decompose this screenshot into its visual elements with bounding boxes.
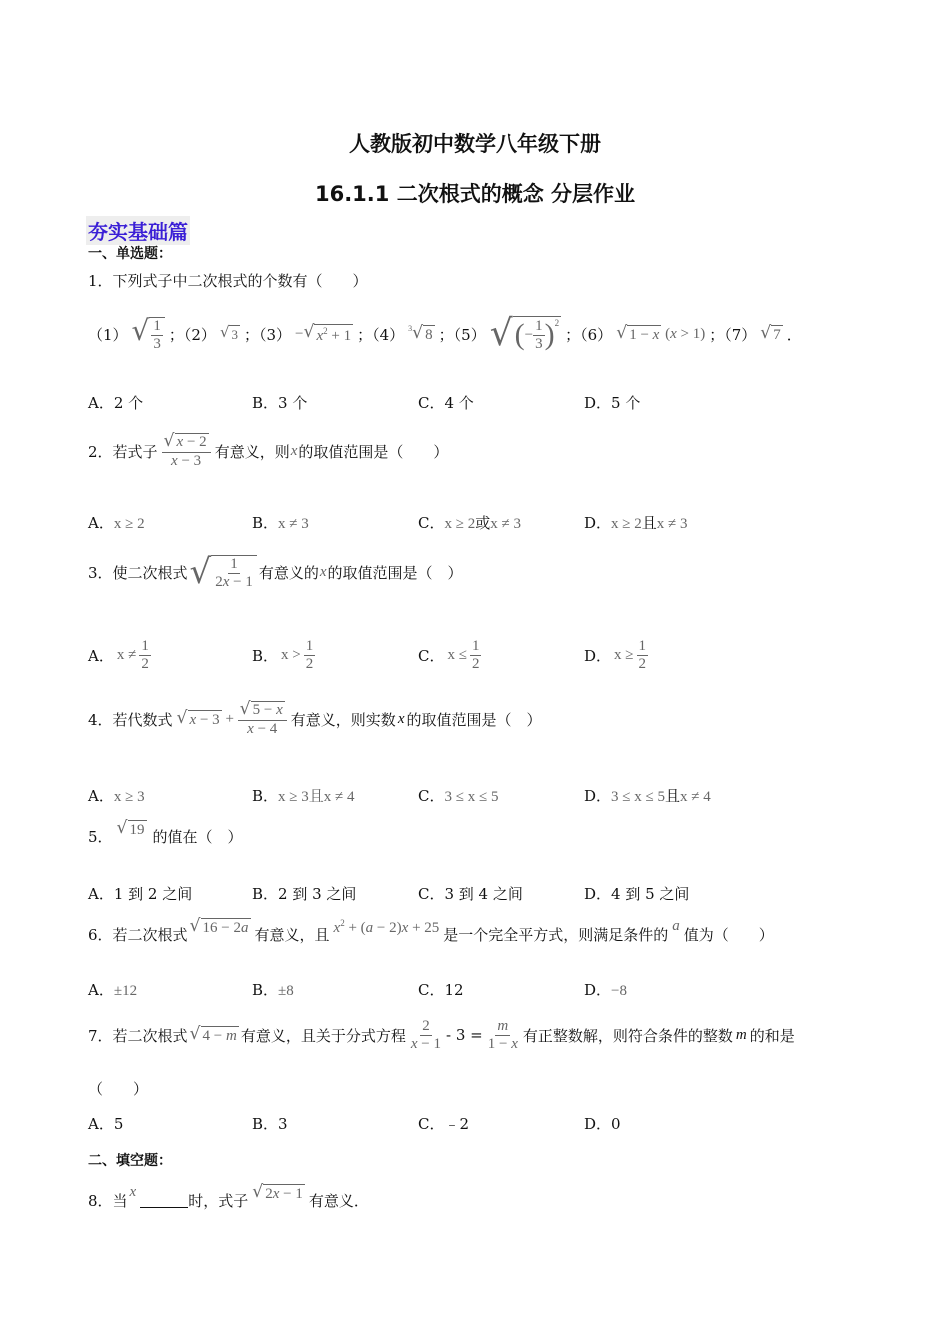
q5-option-c: C．3 到 4 之间 [418,885,523,903]
q1-item-end: ． [786,325,802,344]
q6-stem-end: 值为（ ） [683,925,774,944]
q7-stem-tail: 的和是 [749,1026,795,1045]
q2-expr: √ x − 2 x − 3 [162,433,211,468]
q1-expr-7: √ 7 [760,322,781,343]
q6-expr-1: √ 16 − 2a [189,915,249,936]
q1-option-a: A．2 个 [88,394,144,412]
q3-stem-after: 有意义的 [258,563,319,582]
q4-stem-before: 4．若代数式 [88,710,173,729]
q7-expr-2: $\frac{2}{x - 1}$ [410,1017,442,1052]
q6-stem-var: a [672,917,680,934]
q1-option-d: D．5 个 [584,394,641,412]
q7-option-d: D．0 [584,1115,621,1133]
q3-stem-var: x [319,563,327,580]
q7-stem-var: m [735,1026,747,1043]
q2-stem-var: x [290,442,298,459]
q3-expr: √ $\frac{1}{2x - 1}$ [190,555,257,590]
q1-item-3-label: ；（3） [243,325,292,344]
q7-stem [88,1012,795,1058]
q3-option-a: A． x ≠ $\frac{1}{2}$ [88,637,149,672]
q7-stem-eq: - 3 = [446,1026,483,1044]
q8-expr: √ 2x − 1 [252,1181,303,1202]
q1-items [88,304,802,364]
q1-expr-3: − √ $x^2 + 1$ [295,321,352,344]
q2-stem-before: 2．若式子 [88,442,158,461]
q6-option-d: D．−8 [584,981,627,999]
q2-option-b: B．x ≠ 3 [252,514,309,532]
part2-heading: 二、填空题： [88,1153,172,1169]
q1-expr-2: √ 3 [219,323,238,342]
q5-num: 5． [88,827,113,846]
document-title: 人教版初中数学八年级下册 [349,132,601,156]
q4-stem-end: 的取值范围是（ ） [406,710,542,729]
q8-stem-mid: 时，式子 [188,1191,249,1210]
q7-stem-mid: 有意义，且关于分式方程 [240,1026,406,1045]
q8-stem-var: x [129,1183,137,1200]
q6-option-c: C．12 [418,981,464,999]
q4-option-a: A．x ≥ 3 [88,787,145,805]
q4-option-d: D．3 ≤ x ≤ 5且x ≠ 4 [584,787,711,805]
document-subtitle: 16.1.1 二次根式的概念 分层作业 [314,182,636,206]
q6-option-a: A．±12 [88,981,138,999]
q6-stem-mid: 有意义，且 [254,925,330,944]
q1-expr-5: √ ( − $\frac{1}{3}$ ) $^2$ [489,313,560,354]
q4-stem [88,692,542,746]
q7-expr-3: $\frac{m}{1 - x}$ [487,1017,518,1052]
q4-option-b: B．x ≥ 3且x ≠ 4 [252,787,355,805]
q2-option-c: C．x ≥ 2或x ≠ 3 [418,514,521,532]
q5-stem-after: 的值在（ ） [152,827,243,846]
q5-expr: √ 19 [116,817,145,838]
q1-stem: 1．下列式子中二次根式的个数有（ ） [88,272,368,290]
q5-option-d: D．4 到 5 之间 [584,885,690,903]
q5-option-a: A．1 到 2 之间 [88,885,193,903]
q2-stem-after: 有意义，则 [214,442,290,461]
q4-stem-after: 有意义，则实数 [290,710,396,729]
q3-stem-end: 的取值范围是（ ） [327,563,463,582]
q1-item-2-label: ；（2） [168,325,216,344]
q3-stem-before: 3．使二次根式 [88,563,188,582]
q3-option-c: C． x ≤ $\frac{1}{2}$ [418,637,480,672]
q4-stem-var: x [397,710,405,727]
q7-expr-1: √ 4 − m [189,1023,237,1044]
q3-option-d: D． x ≥ $\frac{1}{2}$ [584,637,647,672]
q1-expr-1: √ $\frac{1}{3}$ [132,317,165,352]
q5-option-b: B．2 到 3 之间 [252,885,357,903]
q1-expr-6: √ 1 − x (x > 1) [616,322,706,343]
q2-option-a: A．x ≥ 2 [88,514,145,532]
q1-item-6-label: ；（6） [565,325,613,344]
q2-stem-end: 的取值范围是（ ） [298,442,449,461]
q2-option-d: D．x ≥ 2且x ≠ 3 [584,514,688,532]
q7-option-a: A．5 [88,1115,124,1133]
section-label: 夯实基础篇 [86,216,190,245]
q7-paren: （ ） [88,1080,149,1098]
q8-stem-end: 有意义． [308,1191,369,1210]
q6-stem-mid2: 是一个完全平方式，则满足条件的 [443,925,669,944]
q1-item-7-label: ；（7） [709,325,757,344]
q7-option-b: B．3 [252,1115,288,1133]
q1-item-4-label: ；（4） [357,325,405,344]
q7-stem-end: 有正整数解，则符合条件的整数 [522,1026,733,1045]
q8-answer-blank[interactable] [140,1193,188,1208]
q4-expr: √ x − 3 + √ 5 − x x − 4 [177,701,287,736]
q6-expr-2: $x^2 + (a - 2)x + 25$ [333,917,440,936]
q7-option-c: C．﹣2 [418,1115,470,1133]
q5-stem [88,816,243,856]
part1-heading: 一、单选题： [88,246,172,262]
q7-stem-before: 7．若二次根式 [88,1026,188,1045]
q8-stem [88,1180,369,1220]
q6-stem-before: 6．若二次根式 [88,925,188,944]
q3-option-b: B． x > $\frac{1}{2}$ [252,637,314,672]
q4-option-c: C．3 ≤ x ≤ 5 [418,787,499,805]
q1-option-b: B．3 个 [252,394,308,412]
q6-stem [88,914,774,954]
q1-item-5-label: ；（5） [438,325,486,344]
q1-item-1-label: （1） [88,325,128,344]
q8-stem-before: 8．当 [88,1191,128,1210]
q1-expr-4: $^3$ √ 8 [408,322,433,343]
q6-option-b: B．±8 [252,981,294,999]
q1-option-c: C．4 个 [418,394,474,412]
q2-stem [88,426,448,476]
q3-stem [88,546,463,598]
